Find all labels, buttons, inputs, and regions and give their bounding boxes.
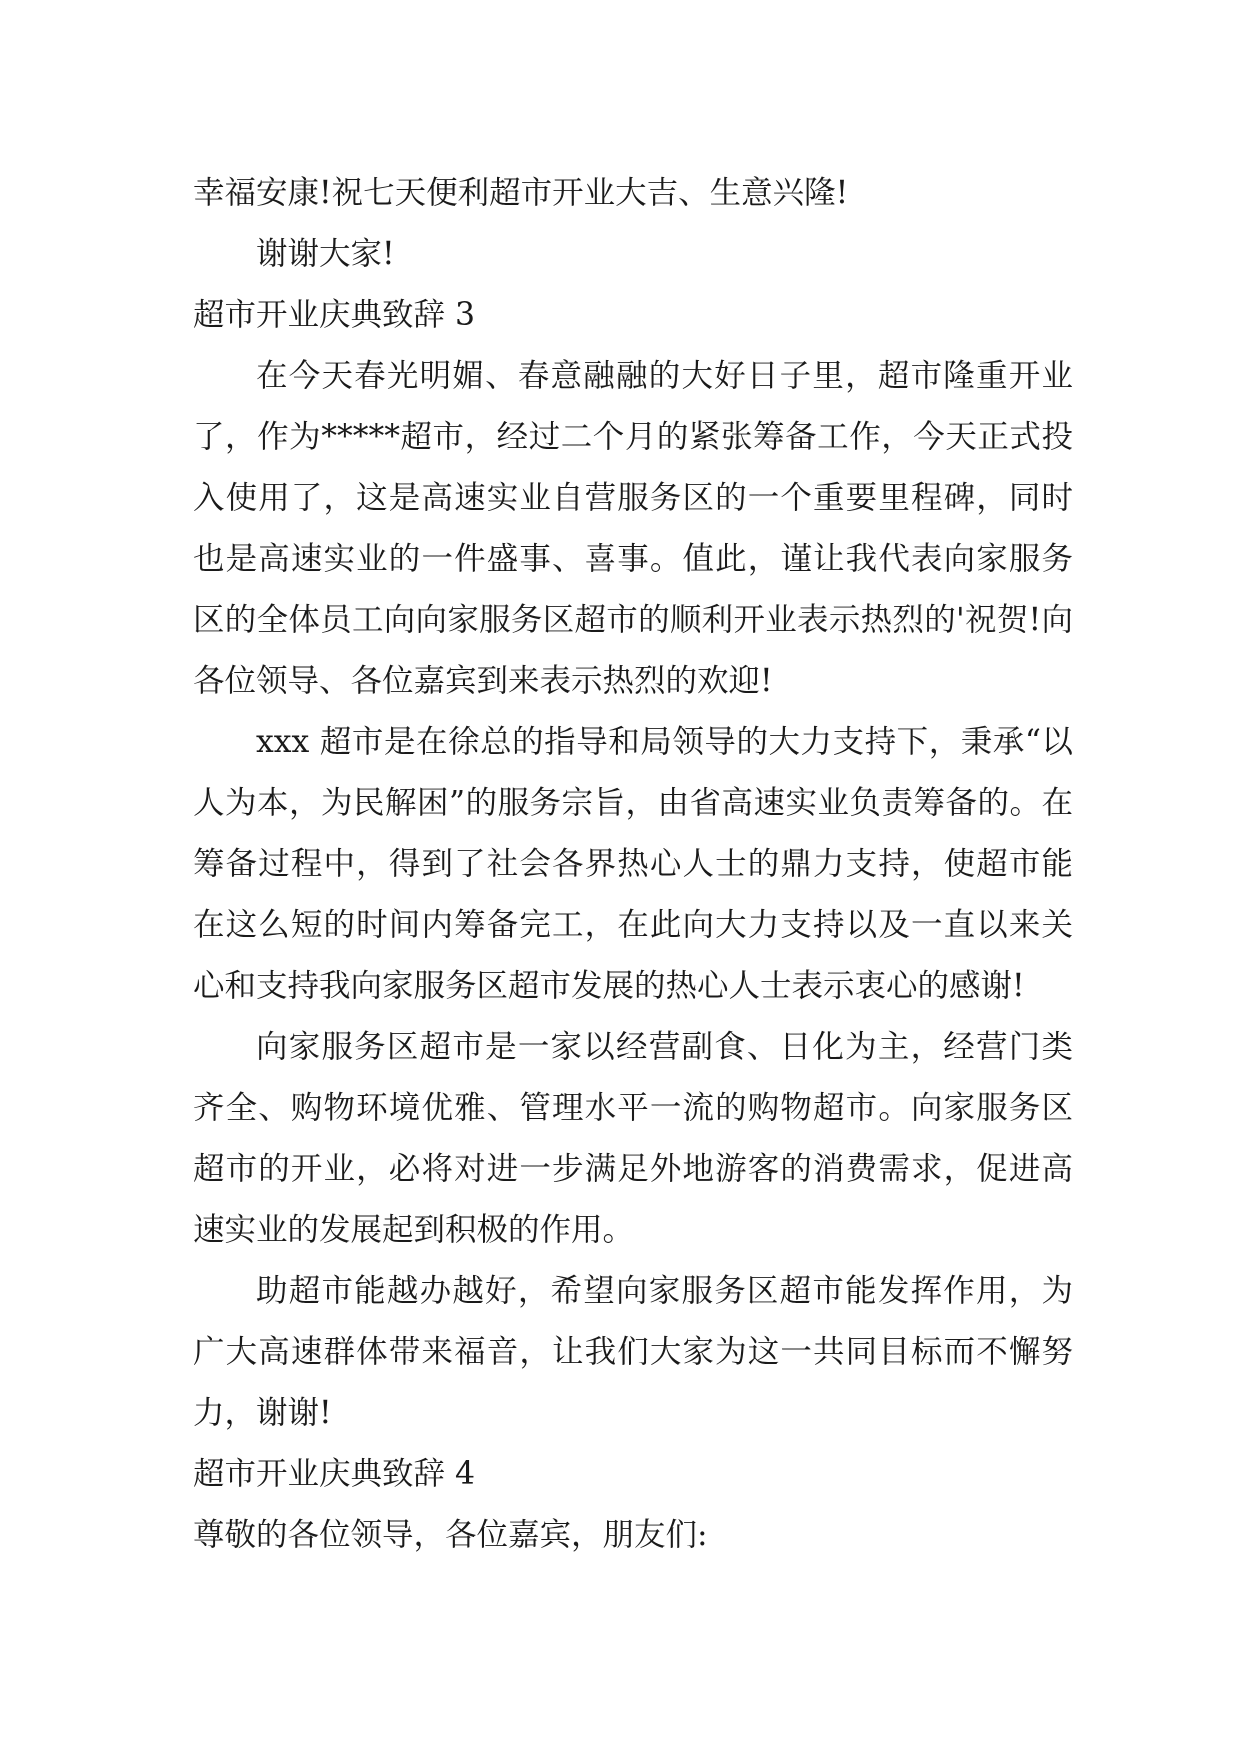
section-heading-speech-3: 超市开业庆典致辞 3 xyxy=(193,297,476,333)
document-body xyxy=(193,163,1073,1566)
paragraph-closing-wish: 幸福安康!祝七天便利超市开业大吉、生意兴隆! xyxy=(193,175,849,211)
section-heading-speech-4: 超市开业庆典致辞 4 xyxy=(193,1456,476,1492)
paragraph-salutation: 尊敬的各位领导，各位嘉宾，朋友们: xyxy=(193,1517,708,1553)
paragraph-closing-hope: 助超市能越办越好，希望向家服务区超市能发挥作用，为广大高速群体带来福音，让我们大家为这一共同目标而不懈努力，谢谢! xyxy=(193,1273,1073,1431)
paragraph-supermarket-description: 向家服务区超市是一家以经营副食、日化为主，经营门类齐全、购物环境优雅、管理水平一流的购物超市。向家服务区超市的开业，必将对进一步满足外地游客的消费需求，促进高速实业的发展起到积极的作用。 xyxy=(193,1029,1073,1248)
paragraph-supermarket-support: xxx 超市是在徐总的指导和局领导的大力支持下，秉承“以人为本，为民解困”的服务宗旨，由省高速实业负责筹备的。在筹备过程中，得到了社会各界热心人士的鼎力支持，使超市能在这么短的时间内筹备完工，在此向大力支持以及一直以来关心和支持我向家服务区超市发展的热心人士表示衷心的感谢! xyxy=(193,724,1073,1004)
paragraph-opening-congrats: 在今天春光明媚、春意融融的大好日子里，超市隆重开业了，作为*****超市，经过二个月的紧张筹备工作，今天正式投入使用了，这是高速实业自营服务区的一个重要里程碑，同时也是高速实业的一件盛事、喜事。值此，谨让我代表向家服务区的全体员工向向家服务区超市的顺利开业表示热烈的'祝贺!向各位领导、各位嘉宾到来表示热烈的欢迎! xyxy=(193,358,1073,699)
paragraph-thanks: 谢谢大家! xyxy=(256,236,395,272)
